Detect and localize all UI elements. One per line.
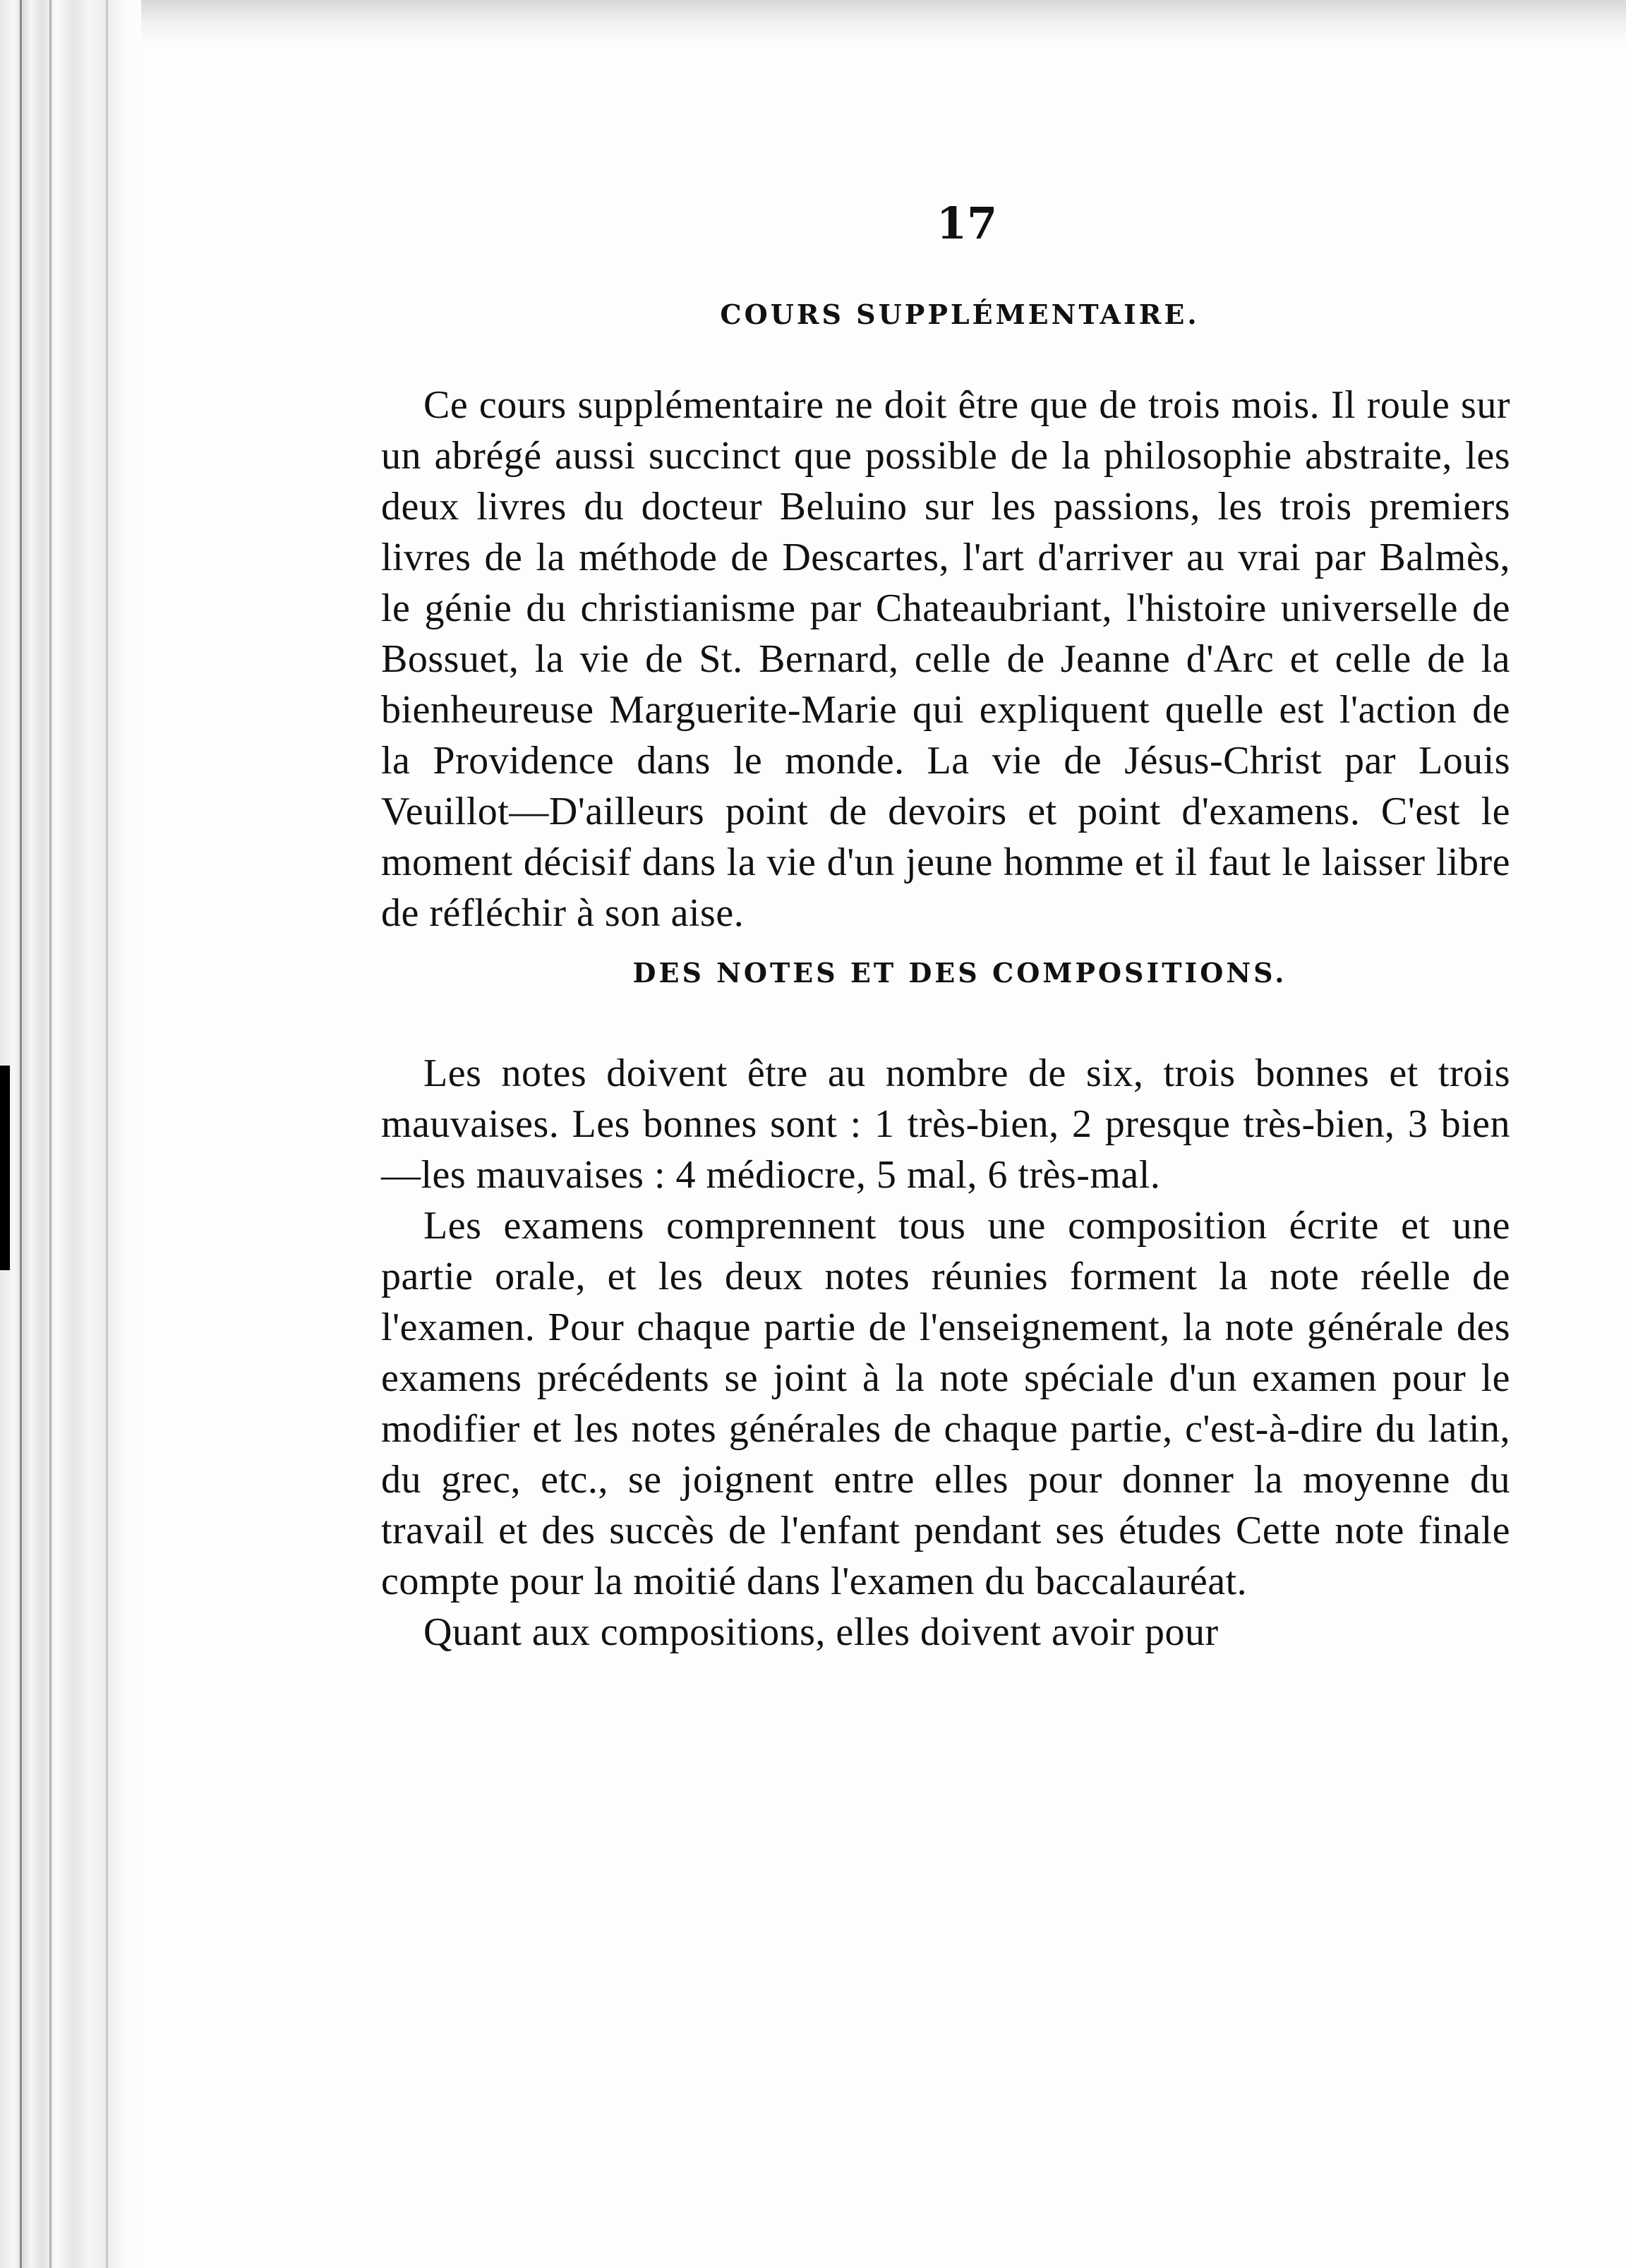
section-heading-cours-supplementaire: COURS SUPPLÉMENTAIRE. xyxy=(720,298,1200,330)
binding-line xyxy=(106,0,108,2268)
section-heading-notes-compositions: DES NOTES ET DES COMPOSITIONS. xyxy=(632,957,1287,989)
binding-mark xyxy=(0,1066,10,1270)
paragraph: Quant aux compositions, elles doivent avoir pour xyxy=(423,1610,1219,1654)
binding-line xyxy=(20,0,22,2268)
paragraph: Ce cours supplémentaire ne doit être que de trois mois. Il roule sur un abrégé aussi succinct que possible de la philosophie abstraite, les deux livres du docteur Beluino sur les passions, les trois premiers livres de la méthode de Descartes, l'art d'arriver au vrai par Balmès, le génie du christianisme par Chateaubriant, l'histoire universelle de Bossuet, la vie de St. Bernard, celle de Jeanne d'Arc et celle de la bienheureuse Marguerite-Marie qui expliquent quelle est l'action de la Providence dans le monde. La vie de Jésus-Christ par Louis Veuillot—D'ailleurs point de devoirs et point d'examens. C'est le moment décisif dans la vie d'un jeune homme et il faut le laisser libre de réfléchir à son aise. xyxy=(381,383,1510,935)
paragraph: Les notes doivent être au nombre de six, trois bonnes et trois mauvaises. Les bonnes sont : 1 très-bien, 2 presque très-bien, 3 bien—les mauvaises : 4 médiocre, 5 mal, 6 très-mal. xyxy=(381,1051,1510,1197)
page-text xyxy=(381,198,1510,1658)
binding-line xyxy=(49,0,52,2268)
page-number: 17 xyxy=(936,198,998,249)
page-top-edge xyxy=(141,0,1626,42)
page-binding-edge xyxy=(0,0,141,2268)
paragraph: Les examens comprennent tous une composition écrite et une partie orale, et les deux notes réunies forment la note réelle de l'examen. Pour chaque partie de l'enseignement, la note générale des examens précédents se joint à la note spéciale d'un examen pour le modifier et les notes générales de chaque partie, c'est-à-dire du latin, du grec, etc., se joignent entre elles pour donner la moyenne du travail et des succès de l'enfant pendant ses études Cette note finale compte pour la moitié dans l'examen du baccalauréat. xyxy=(381,1204,1510,1603)
